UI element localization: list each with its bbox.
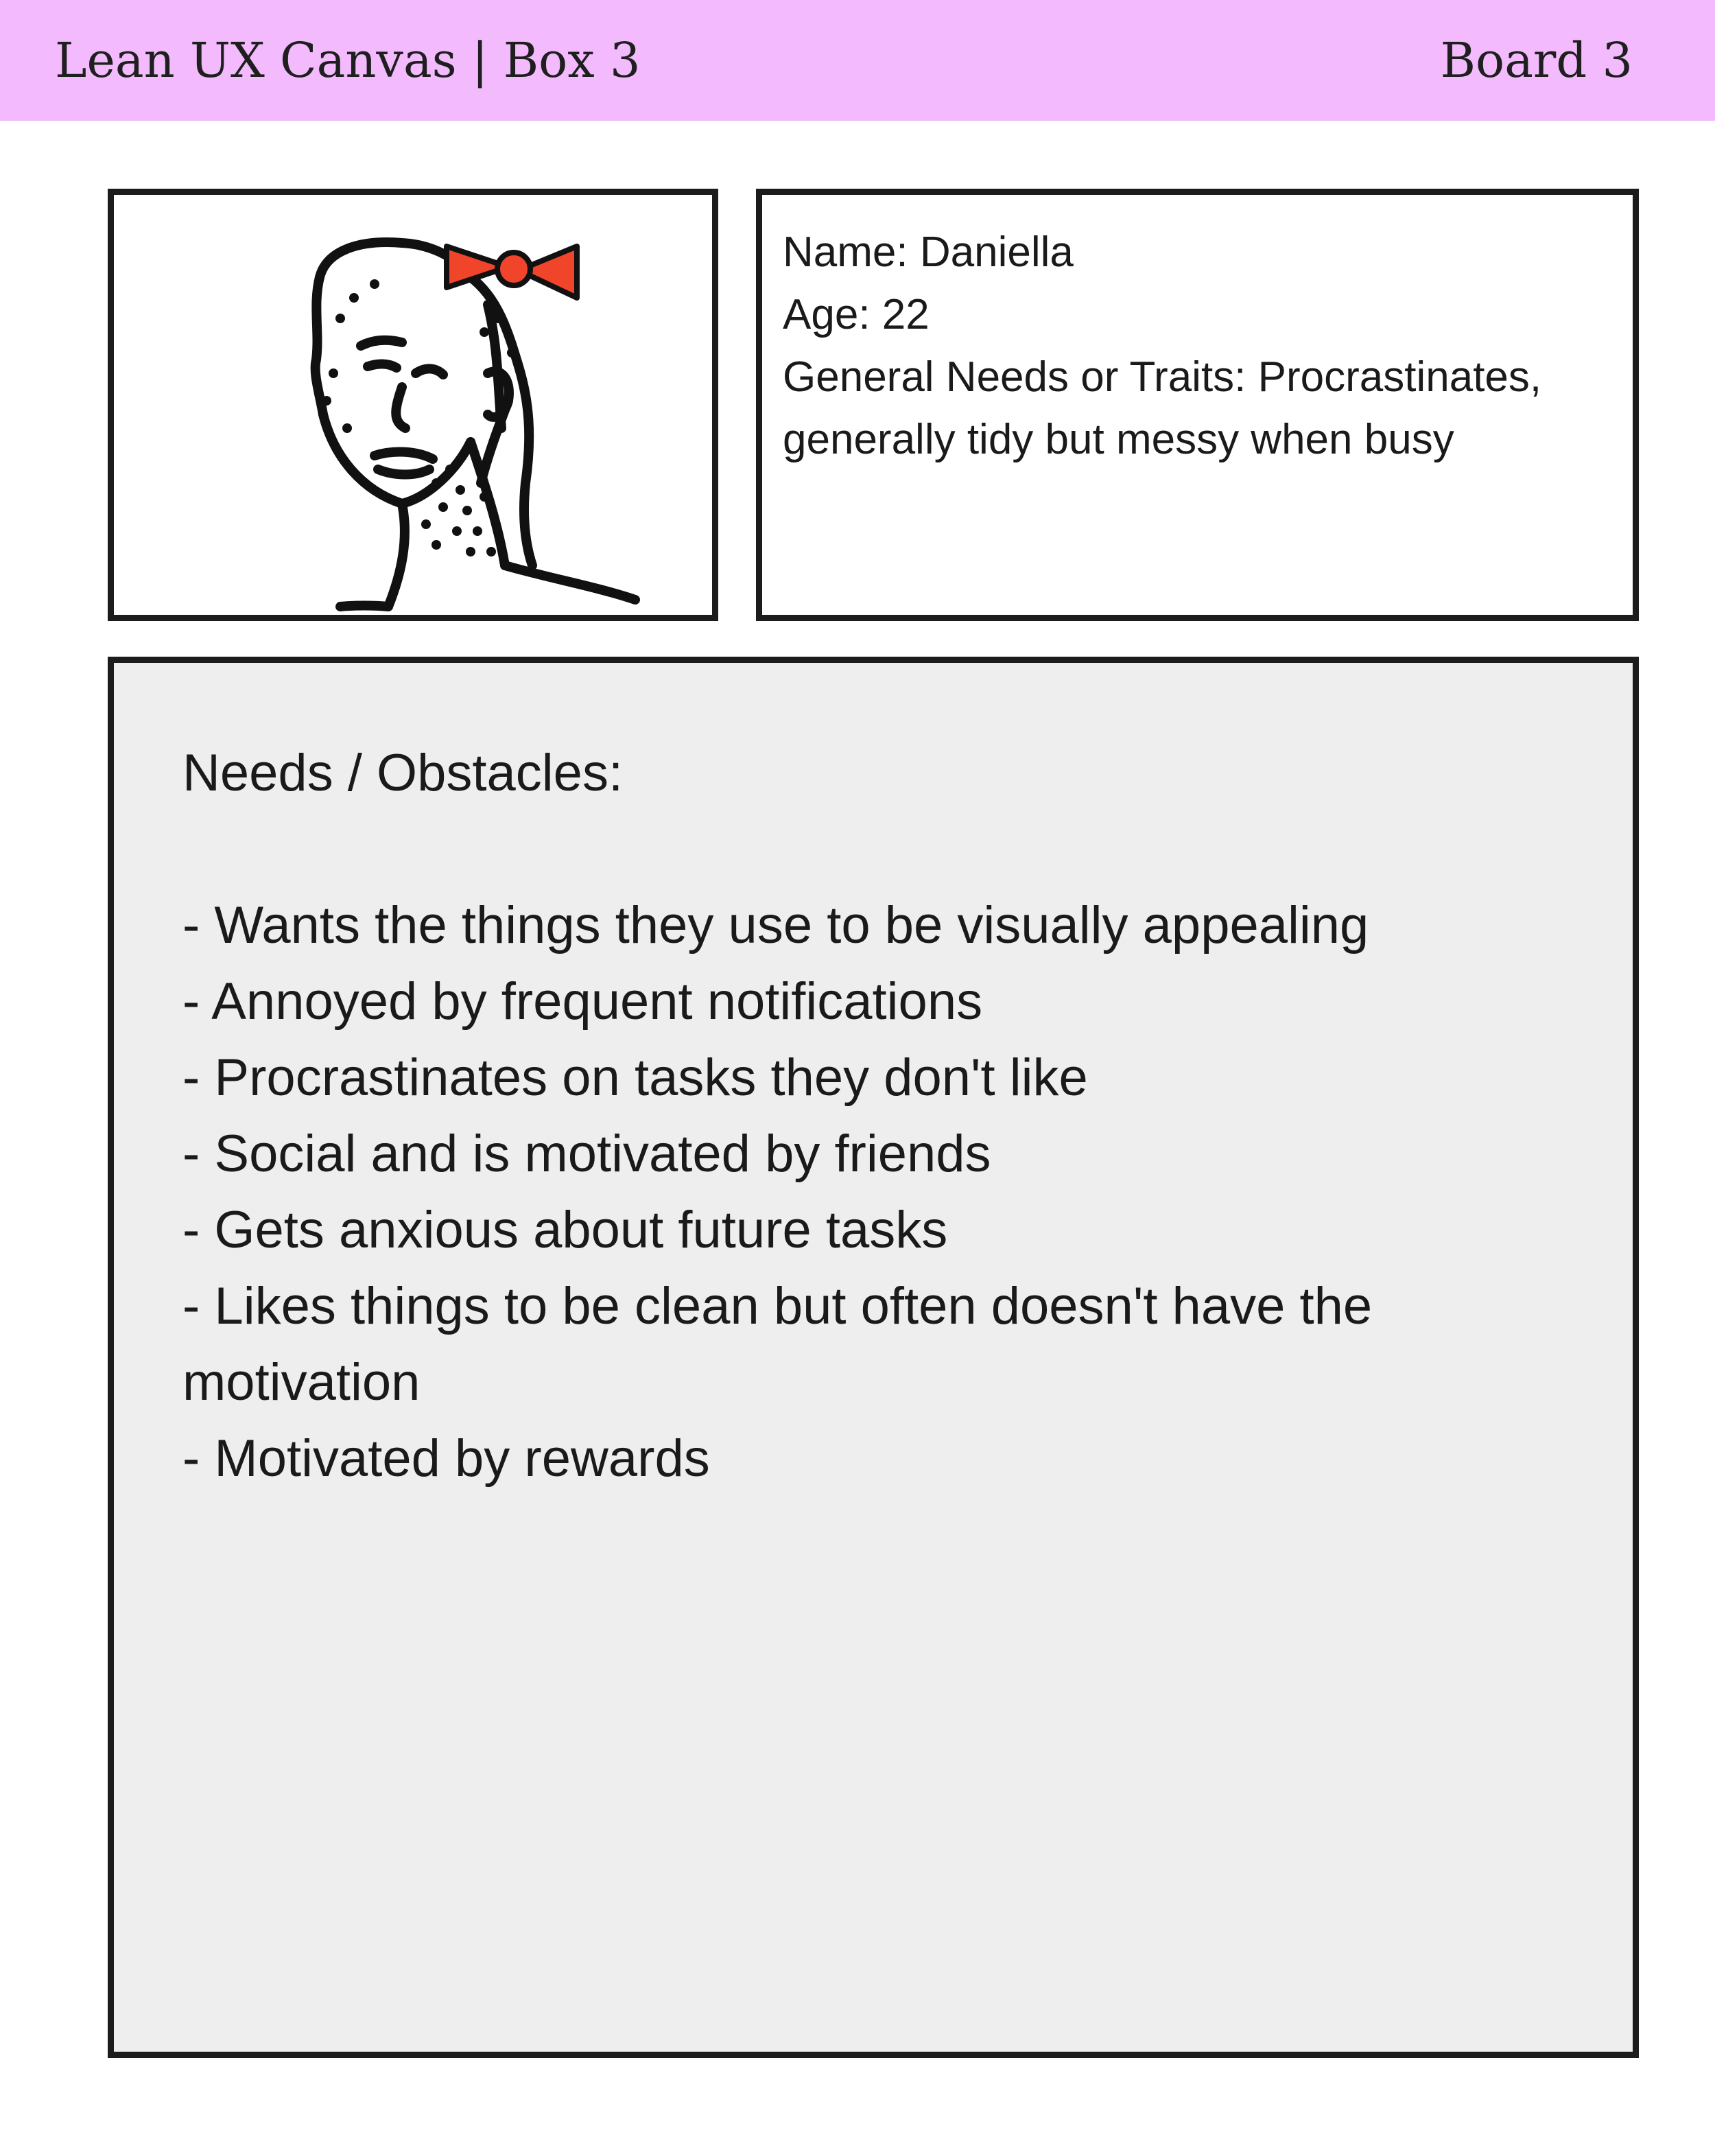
persona-traits-line-1: General Needs or Traits: Procrastinates,: [783, 353, 1542, 401]
needs-obstacles-panel: [108, 657, 1639, 2058]
needs-title: Needs / Obstacles:: [182, 744, 624, 802]
persona-traits-line-2: generally tidy but messy when busy: [783, 416, 1454, 463]
persona-age: Age: 22: [783, 291, 930, 338]
header-bar: [0, 0, 1715, 121]
list-item: - Motivated by rewards: [182, 1429, 710, 1488]
list-item: - Annoyed by frequent notifications: [182, 972, 983, 1031]
persona-portrait-box: [108, 189, 718, 621]
persona-sketch-icon: [114, 195, 712, 615]
canvas-title: Lean UX Canvas | Box 3: [55, 32, 641, 89]
list-item: - Social and is motivated by friends: [182, 1125, 991, 1183]
list-item: - Gets anxious about future tasks: [182, 1201, 948, 1259]
persona-name: Name: Daniella: [783, 229, 1074, 276]
list-item: - Procrastinates on tasks they don't like: [182, 1048, 1088, 1107]
list-item: - Wants the things they use to be visually appealing: [182, 896, 1369, 954]
persona-info-box: [756, 189, 1639, 621]
needs-list: [182, 887, 1592, 1497]
list-item: - Likes things to be clean but often doesn't have the motivation: [182, 1277, 1373, 1411]
board-label: Board 3: [1440, 32, 1633, 89]
